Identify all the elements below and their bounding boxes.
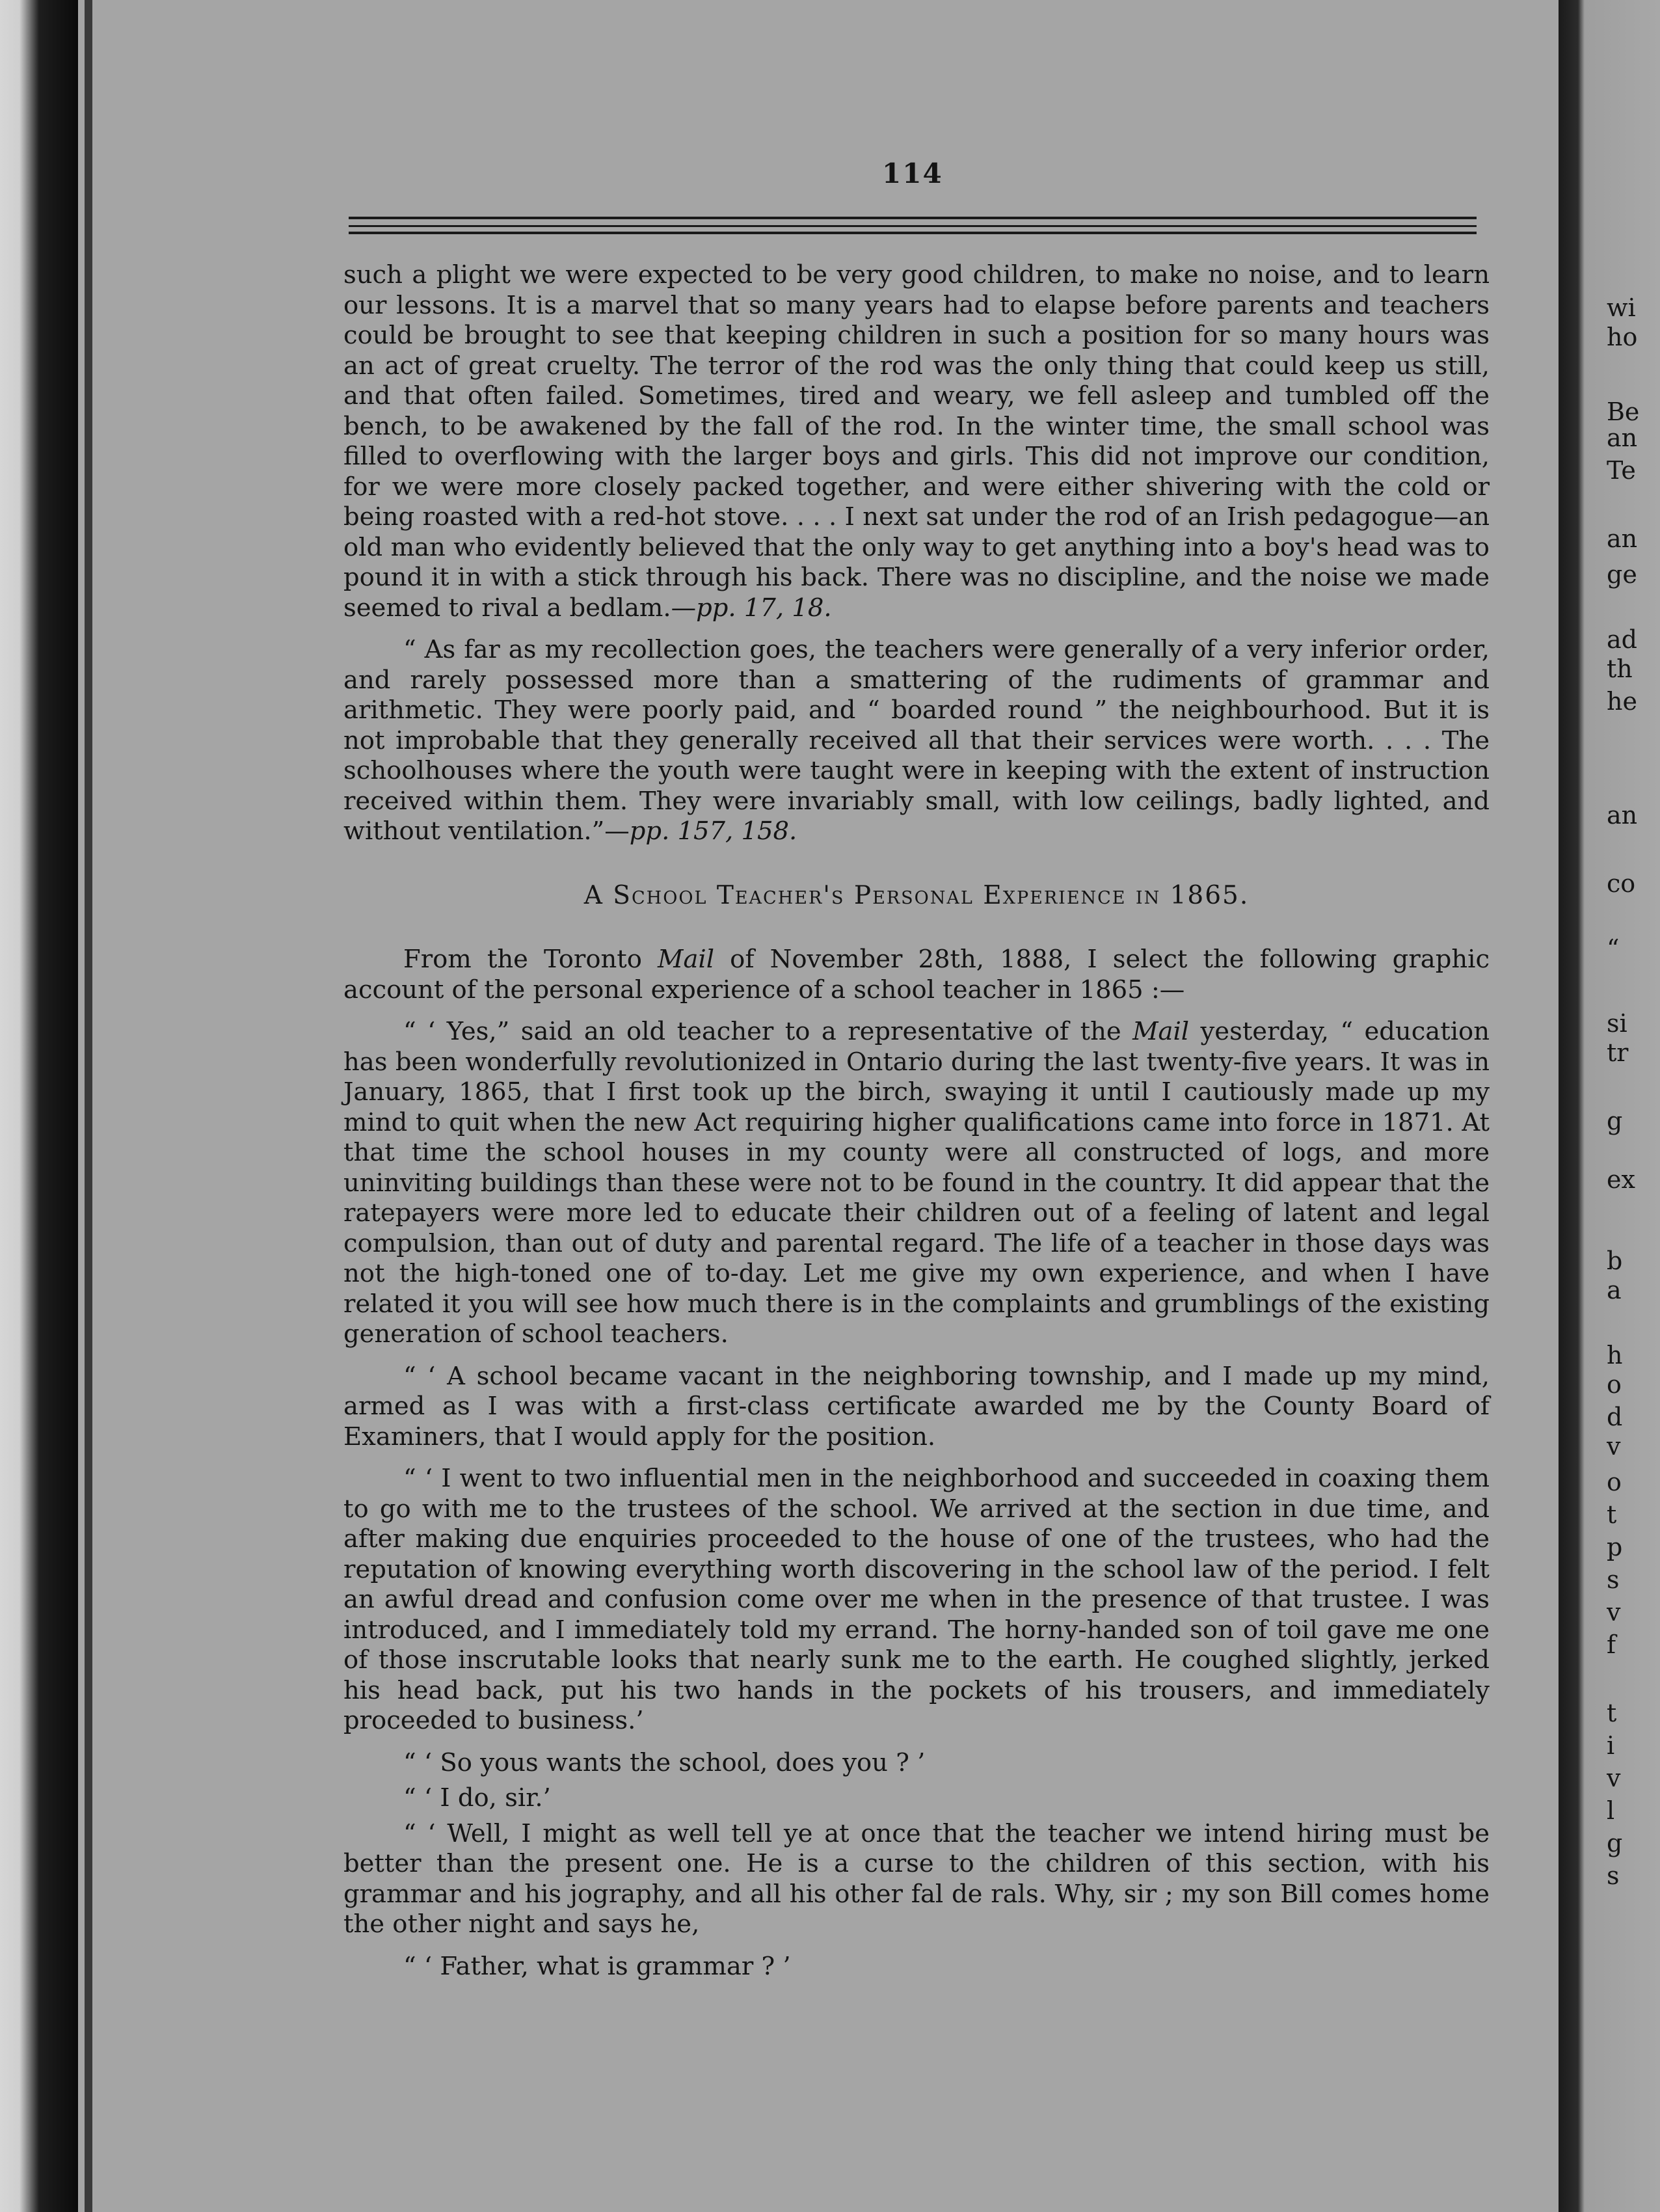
paragraph: “ ‘ A school became vacant in the neighboring township, and I made up my mind, armed as I was with a first-class certificate awarded me by the County Board of Examiners, that I would apply for the position.: [343, 1361, 1490, 1451]
facing-page-fragment: t: [1607, 1500, 1617, 1529]
header-rule: [349, 217, 1477, 219]
facing-page-fragment: an: [1607, 424, 1638, 452]
header-rule: [349, 225, 1477, 227]
facing-page-fragment: s: [1607, 1861, 1620, 1890]
facing-page-fragment: “: [1607, 934, 1620, 963]
binding-shadow-left: [0, 0, 78, 2212]
paragraph: “ ‘ Well, I might as well tell ye at once that the teacher we intend hiring must be better than the present one. He is a curse to the children of this section, with his grammar and his jography, and all his other fal de rals. Why, sir ; my son Bill comes home the other night and says he,: [343, 1818, 1490, 1939]
facing-page-fragment: si: [1607, 1009, 1627, 1038]
newspaper-name: Mail: [1132, 1017, 1190, 1046]
paragraph: such a plight we were expected to be very good children, to make no noise, and to learn our lessons. It is a marvel that so many years had to elapse before parents and teachers could be brought to see that keeping children in such a position for so many hours was an act of great cruelty. The terror of the rod was the only thing that could keep us still, and that often failed. Sometimes, tired and weary, we fell asleep and tumbled off the bench, to be awakened by the fall of the rod. In the winter time, the small school was filled to overflowing with the larger boys and girls. This did not improve our condition, for we were more closely packed together, and were either shivering with the cold or being roasted with a red-hot stove. . . . I next sat under the rod of an Irish pedagogue—an old man who evidently believed that the only way to get anything into a boy's head was to pound it in with a stick through his back. There was no discipline, and the noise we made seemed to rival a bedlam.—pp. 17, 18.: [343, 260, 1490, 623]
facing-page-fragment: v: [1607, 1598, 1621, 1626]
facing-page-fragment: he: [1607, 687, 1637, 716]
dialogue-line: “ ‘ Father, what is grammar ? ’: [403, 1951, 791, 1981]
dialogue-line: “ ‘ I do, sir.’: [403, 1783, 551, 1813]
facing-page-fragment: l: [1607, 1796, 1615, 1825]
facing-page-fragment: p: [1607, 1533, 1623, 1561]
facing-page-fragment: b: [1607, 1247, 1623, 1275]
page-number: 114: [882, 157, 943, 189]
page-citation: pp. 17, 18.: [696, 593, 832, 623]
facing-page-fragment: g: [1607, 1829, 1623, 1857]
facing-page-fragment: th: [1607, 654, 1633, 683]
facing-page-fragment: t: [1607, 1699, 1617, 1727]
facing-page-fragment: ge: [1607, 560, 1637, 589]
header-rule: [349, 232, 1477, 234]
facing-page-fragment: ad: [1607, 625, 1637, 654]
facing-page-fragments: [1607, 0, 1660, 2212]
facing-page-fragment: v: [1607, 1764, 1621, 1792]
facing-page-fragment: d: [1607, 1403, 1623, 1431]
facing-page-fragment: wi: [1607, 293, 1636, 322]
facing-page-fragment: f: [1607, 1630, 1616, 1659]
facing-page-fragment: s: [1607, 1565, 1620, 1594]
dialogue-line: “ ‘ So yous wants the school, does you ? ’: [403, 1747, 926, 1777]
paragraph: “ ‘ Yes,” said an old teacher to a representative of the Mail yesterday, “ education has been wonderfully revolutionized in Ontario during the last twenty-five years. It was in January, 1865, that I first took up the birch, swaying it until I cautiously made up my mind to quit when the new Act requiring higher qualifications came into force in 1871. At that time the school houses in my county were all constructed of logs, and more uninviting buildings than these were not to be found in the country. It did appear that the ratepayers were more led to educate their children out of a feeling of latent and legal compulsion, than out of duty and parental regard. The life of a teacher in those days was not the high-toned one of to-day. Let me give my own experience, and when I have related it you will see how much there is in the complaints and grumblings of the existing generation of school teachers.: [343, 1017, 1490, 1349]
page-edge-stripe: [85, 0, 92, 2212]
facing-page-fragment: i: [1607, 1731, 1615, 1760]
facing-page-fragment: o: [1607, 1370, 1622, 1399]
facing-page-fragment: ex: [1607, 1165, 1635, 1194]
page-body: [343, 260, 1490, 1993]
facing-page-fragment: tr: [1607, 1038, 1629, 1067]
facing-page-fragment: an: [1607, 524, 1638, 553]
newspaper-name: Mail: [658, 945, 715, 974]
paragraph: “ ‘ I went to two influential men in the neighborhood and succeeded in coaxing them to go with me to the trustees of the school. We arrived at the section in due time, and after making due enquiries proceeded to the house of one of the trustees, who had the reputation of knowing everything worth discovering in the school law of the period. I felt an awful dread and confusion come over me when in the presence of that trustee. I was introduced, and I immediately told my errand. The horny-handed son of toil gave me one of those inscrutable looks that nearly sunk me to the earth. He coughed slightly, jerked his head back, put his two hands in the pockets of his trousers, and immediately proceeded to business.’: [343, 1464, 1490, 1735]
paragraph: From the Toronto Mail of November 28th, 1888, I select the following graphic account of the personal experience of a school teacher in 1865 :—: [343, 945, 1490, 1005]
facing-page-fragment: o: [1607, 1468, 1622, 1496]
facing-page-fragment: Be: [1607, 398, 1640, 426]
facing-page-fragment: an: [1607, 801, 1638, 830]
page-citation: pp. 157, 158.: [629, 816, 797, 846]
facing-page-fragment: a: [1607, 1276, 1622, 1304]
facing-page-fragment: Te: [1607, 456, 1636, 485]
facing-page-fragment: h: [1607, 1341, 1623, 1369]
facing-page-fragment: co: [1607, 869, 1636, 898]
paragraph: “ As far as my recollection goes, the teachers were generally of a very inferior order, and rarely possessed more than a smattering of the rudiments of grammar and arithmetic. They were poorly paid, and “ boarded round ” the neighbourhood. But it is not improbable that they generally received all that their services were worth. . . . The schoolhouses where the youth were taught were in keeping with the extent of instruction received within them. They were invariably small, with low ceilings, badly lighted, and without ventilation.”—pp. 157, 158.: [343, 635, 1490, 846]
facing-page-fragment: ho: [1607, 323, 1638, 351]
section-heading: A School Teacher's Personal Experience in 1865.: [583, 880, 1250, 910]
facing-page-fragment: g: [1607, 1107, 1623, 1135]
facing-page-fragment: v: [1607, 1432, 1621, 1461]
